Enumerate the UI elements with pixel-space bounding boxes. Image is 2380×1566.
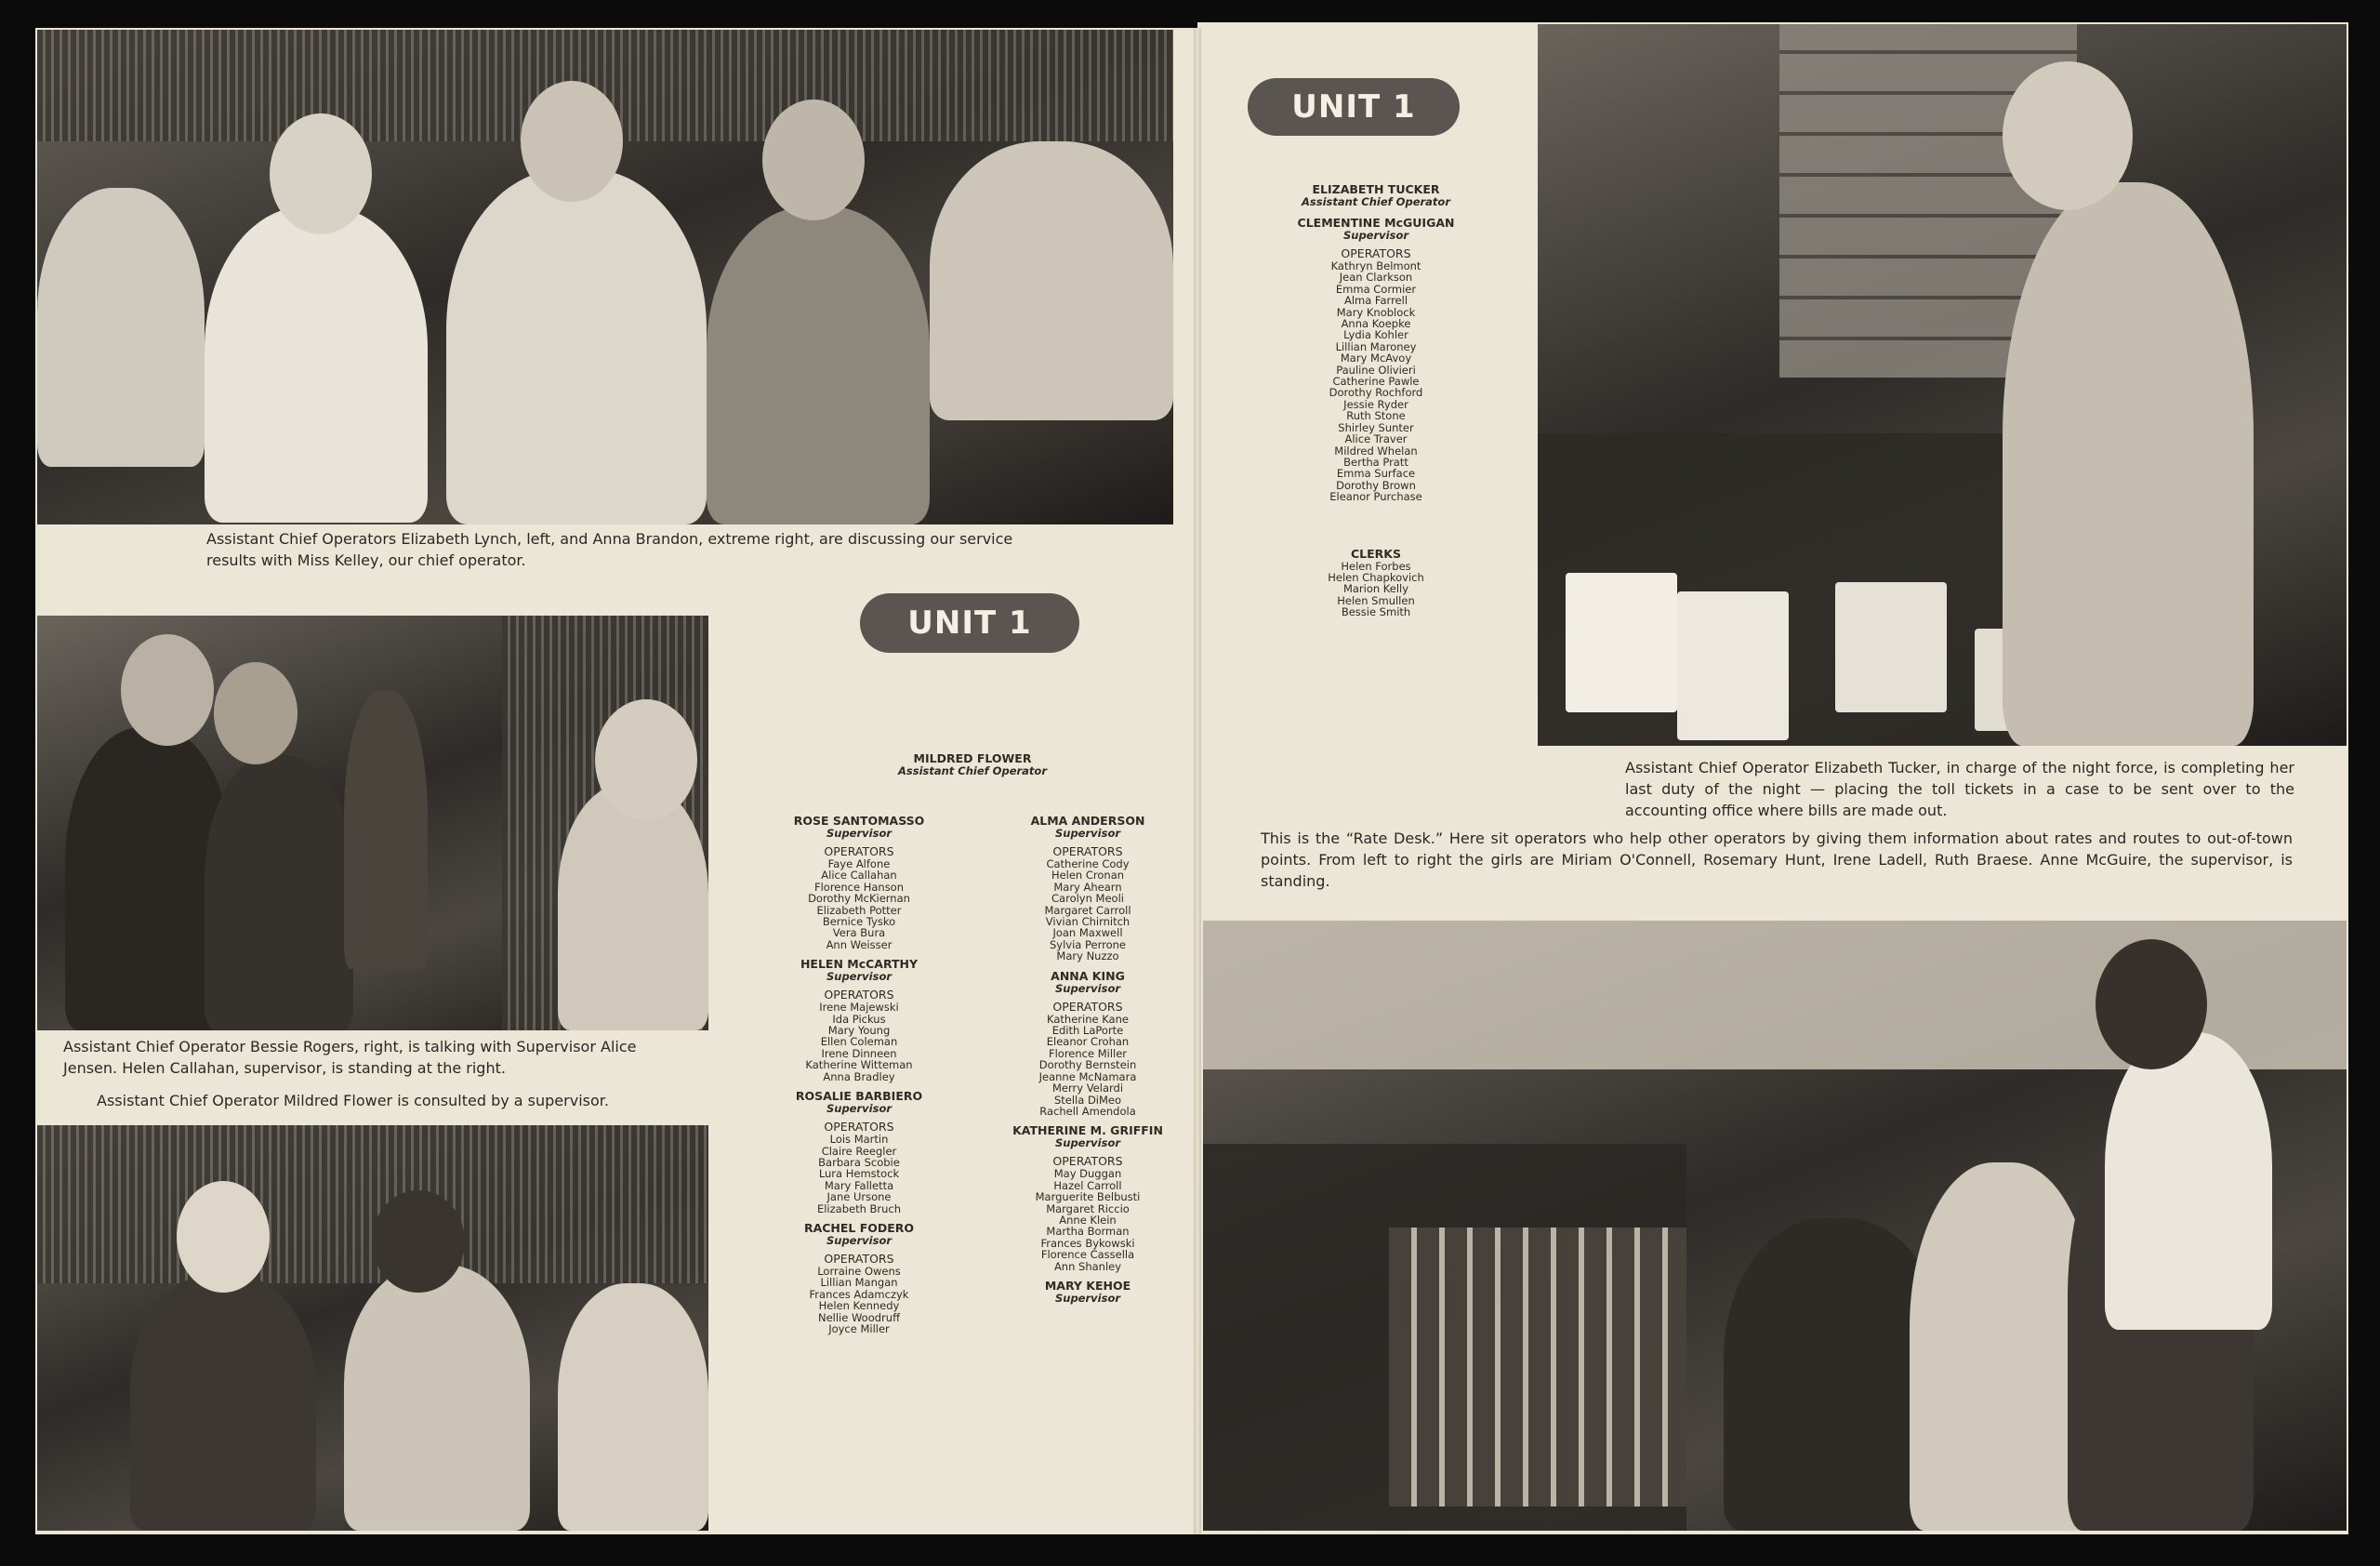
operator-name: Eleanor Crohan: [1046, 1035, 1130, 1049]
roster-group: [755, 1221, 963, 1334]
operator-name: Marguerite Belbusti: [1035, 1190, 1141, 1204]
right-operators-list: [1264, 260, 1488, 503]
operator-name: Katherine Witteman: [805, 1058, 913, 1072]
operator-name: Vivian Chirnitch: [1045, 915, 1130, 929]
operator-name: Bernice Tysko: [822, 915, 896, 929]
rate-desk-paragraph: This is the “Rate Desk.” Here sit operators who help other operators by giving them information about rates and routes to out-of-town points. From left to right the girls are Miriam O'Connell, Rosemary Hunt, Irene Ladell, Ruth Braese. Anne McGuire, the supervisor, is standing.: [1261, 829, 2293, 890]
operator-name: Dorothy Brown: [1336, 478, 1416, 492]
operator-name: Ruth Stone: [1346, 409, 1406, 423]
left-chief-title: Assistant Chief Operator: [897, 764, 1047, 777]
clerk-name: Helen Forbes: [1341, 559, 1411, 573]
operators-list: [984, 858, 1192, 962]
operators-heading: OPERATORS: [824, 1120, 894, 1135]
unit-label-right: UNIT 1: [1248, 78, 1460, 136]
operators-list: [755, 1134, 963, 1214]
clerk-name: Bessie Smith: [1341, 605, 1411, 619]
supervisor-name: KATHERINE M. GRIFFIN: [1012, 1123, 1163, 1138]
operators-list: [755, 1002, 963, 1082]
operator-name: Hazel Carroll: [1053, 1178, 1122, 1192]
operator-name: Anne Klein: [1059, 1213, 1117, 1227]
operators-list: [755, 858, 963, 950]
roster-group: [755, 814, 963, 950]
operator-name: Barbara Scobie: [818, 1155, 900, 1169]
operator-name: Alice Callahan: [821, 869, 897, 883]
operator-name: Martha Borman: [1046, 1225, 1130, 1239]
operator-name: Anna Koepke: [1341, 317, 1411, 331]
operator-name: Mildred Whelan: [1334, 444, 1418, 458]
right-chief-title: Assistant Chief Operator: [1301, 195, 1450, 208]
left-roster-col2: [984, 807, 1192, 1310]
operator-name: Florence Hanson: [813, 880, 905, 894]
operators-heading: OPERATORS: [1052, 844, 1123, 858]
operator-name: Ida Pickus: [832, 1012, 886, 1026]
book-spine: [1194, 28, 1201, 1534]
roster-group: [984, 1123, 1192, 1272]
operator-name: Mary Nuzzo: [1056, 949, 1119, 963]
photo-elizabeth-tucker: [1538, 24, 2347, 746]
roster-group: [755, 957, 963, 1082]
photo-operators-discussing-caption: Assistant Chief Operators Elizabeth Lynch, left, and Anna Brandon, extreme right, are discussing our service results with Miss Kelley, our chief operator.: [206, 530, 1013, 569]
operator-name: Lillian Mangan: [820, 1276, 898, 1290]
operator-name: Jane Ursone: [826, 1190, 892, 1204]
photo-rate-desk: [1203, 921, 2347, 1531]
operators-heading: OPERATORS: [824, 844, 894, 858]
roster-group: [984, 1279, 1192, 1305]
supervisor-role: Supervisor: [826, 827, 892, 840]
supervisor-name: ROSALIE BARBIERO: [795, 1089, 923, 1104]
operator-name: Rachell Amendola: [1039, 1104, 1136, 1118]
operator-name: Ellen Coleman: [820, 1035, 898, 1049]
operator-name: Claire Reegler: [821, 1144, 897, 1158]
supervisor-name: RACHEL FODERO: [803, 1220, 915, 1235]
supervisor-role: Supervisor: [826, 970, 892, 984]
roster-group: [755, 1089, 963, 1214]
operator-name: Mary Knoblock: [1336, 305, 1416, 319]
operator-name: Nellie Woodruff: [817, 1310, 900, 1324]
operator-name: Dorothy Rochford: [1329, 386, 1423, 400]
left-roster-col1: [755, 807, 963, 1334]
operators-heading: OPERATORS: [1052, 1154, 1123, 1169]
clerk-name: Helen Smullen: [1337, 593, 1415, 607]
supervisor-role: Supervisor: [826, 1233, 892, 1247]
supervisor-name: ALMA ANDERSON: [1030, 814, 1145, 828]
operator-name: Emma Surface: [1336, 467, 1416, 481]
operators-list: [984, 1014, 1192, 1118]
roster-group: [984, 814, 1192, 962]
operator-name: Irene Majewski: [819, 1001, 899, 1015]
operator-name: Bertha Pratt: [1343, 455, 1408, 469]
operators-heading: OPERATORS: [1052, 999, 1123, 1014]
supervisor-name: HELEN McCARTHY: [800, 957, 919, 972]
operator-name: Pauline Olivieri: [1336, 363, 1416, 377]
operator-name: Lorraine Owens: [817, 1264, 901, 1278]
right-operators-heading: OPERATORS: [1341, 246, 1411, 260]
right-roster: [1264, 182, 1488, 618]
supervisor-role: Supervisor: [1054, 1291, 1121, 1305]
operator-name: Lillian Maroney: [1335, 339, 1417, 353]
operator-name: Ann Weisser: [826, 937, 892, 951]
operator-name: Helen Cronan: [1051, 869, 1125, 883]
right-clerks-list: [1264, 561, 1488, 618]
operator-name: Eleanor Purchase: [1329, 490, 1422, 504]
supervisor-name: MARY KEHOE: [1044, 1278, 1131, 1293]
operators-list: [984, 1168, 1192, 1272]
clerk-name: Helen Chapkovich: [1328, 570, 1424, 584]
operator-name: Joyce Miller: [828, 1321, 890, 1335]
operator-name: Elizabeth Bruch: [816, 1201, 902, 1215]
operator-name: Florence Cassella: [1040, 1248, 1135, 1262]
left-chief: [837, 751, 1108, 783]
photo-mildred-flower: [37, 1125, 708, 1531]
operator-name: Emma Cormier: [1335, 282, 1417, 296]
operator-name: Elizabeth Potter: [816, 903, 902, 917]
operator-name: Jessie Ryder: [1343, 397, 1408, 411]
clerk-name: Marion Kelly: [1342, 582, 1409, 596]
right-chief-name: ELIZABETH TUCKER: [1312, 182, 1440, 196]
operator-name: Mary Falletta: [824, 1178, 894, 1192]
operator-name: Mary McAvoy: [1340, 352, 1412, 365]
operator-name: Dorothy McKiernan: [808, 892, 910, 906]
operator-name: Frances Adamczyk: [809, 1287, 909, 1301]
operator-name: Jean Clarkson: [1339, 271, 1413, 285]
supervisor-role: Supervisor: [1054, 1136, 1121, 1150]
operator-name: Jeanne McNamara: [1038, 1069, 1137, 1083]
operator-name: Irene Dinneen: [821, 1046, 897, 1060]
operator-name: Carolyn Meoli: [1051, 892, 1124, 906]
operator-name: Lois Martin: [829, 1133, 889, 1147]
operator-name: Katherine Kane: [1047, 1012, 1129, 1026]
supervisor-role: Supervisor: [1054, 981, 1121, 995]
operator-name: Joan Maxwell: [1052, 926, 1123, 940]
photo-operators-discussing: [37, 30, 1173, 524]
operator-name: Frances Bykowski: [1040, 1236, 1135, 1250]
right-supervisor-name: CLEMENTINE McGUIGAN: [1297, 216, 1455, 230]
right-supervisor-role: Supervisor: [1342, 229, 1409, 242]
operator-name: Alma Farrell: [1343, 294, 1408, 308]
operator-name: Alice Traver: [1344, 432, 1408, 446]
operator-name: Edith LaPorte: [1051, 1024, 1124, 1038]
operator-name: Lura Hemstock: [818, 1167, 900, 1181]
operator-name: Anna Bradley: [823, 1069, 895, 1083]
operators-heading: OPERATORS: [824, 988, 894, 1002]
supervisor-role: Supervisor: [826, 1102, 892, 1116]
operator-name: Catherine Cody: [1046, 857, 1130, 870]
photo-elizabeth-tucker-caption: Assistant Chief Operator Elizabeth Tucker, in charge of the night force, is completing her last duty of the night — placing the toll tickets in a case to be sent over to the accounting office where bills are made out.: [1625, 759, 2294, 819]
operators-list: [755, 1266, 963, 1334]
operator-name: Kathryn Belmont: [1330, 259, 1421, 272]
operator-name: Sylvia Perrone: [1049, 937, 1126, 951]
operator-name: Mary Young: [827, 1024, 891, 1038]
right-clerks-heading: CLERKS: [1351, 546, 1401, 561]
operator-name: Margaret Riccio: [1046, 1201, 1130, 1215]
supervisor-name: ANNA KING: [1051, 968, 1125, 983]
operator-name: Vera Bura: [832, 926, 886, 940]
operator-name: Margaret Carroll: [1044, 903, 1131, 917]
roster-group: [984, 969, 1192, 1118]
operator-name: Ann Shanley: [1053, 1259, 1122, 1273]
supervisor-name: ROSE SANTOMASSO: [793, 814, 925, 828]
left-chief-name: MILDRED FLOWER: [913, 751, 1032, 765]
operator-name: Mary Ahearn: [1053, 880, 1122, 894]
operator-name: Dorothy Bernstein: [1038, 1058, 1137, 1072]
unit-label-left: UNIT 1: [860, 593, 1079, 653]
operator-name: Helen Kennedy: [818, 1299, 900, 1313]
operator-name: Merry Velardi: [1051, 1082, 1124, 1095]
operator-name: Shirley Sunter: [1338, 420, 1414, 434]
operator-name: Stella DiMeo: [1053, 1093, 1122, 1107]
operator-name: Faye Alfone: [827, 857, 891, 870]
photo-mildred-flower-caption: Assistant Chief Operator Mildred Flower is consulted by a supervisor.: [97, 1092, 609, 1109]
operator-name: Lydia Kohler: [1343, 328, 1408, 342]
photo-bessie-rogers-caption: Assistant Chief Operator Bessie Rogers, right, is talking with Supervisor Alice Jensen. Helen Callahan, supervisor, is standing at the right.: [63, 1038, 637, 1077]
supervisor-role: Supervisor: [1054, 827, 1121, 840]
photo-bessie-rogers: [37, 616, 708, 1030]
operator-name: May Duggan: [1053, 1167, 1122, 1181]
operators-heading: OPERATORS: [824, 1251, 894, 1266]
operator-name: Florence Miller: [1048, 1046, 1128, 1060]
operator-name: Catherine Pawle: [1332, 375, 1420, 389]
